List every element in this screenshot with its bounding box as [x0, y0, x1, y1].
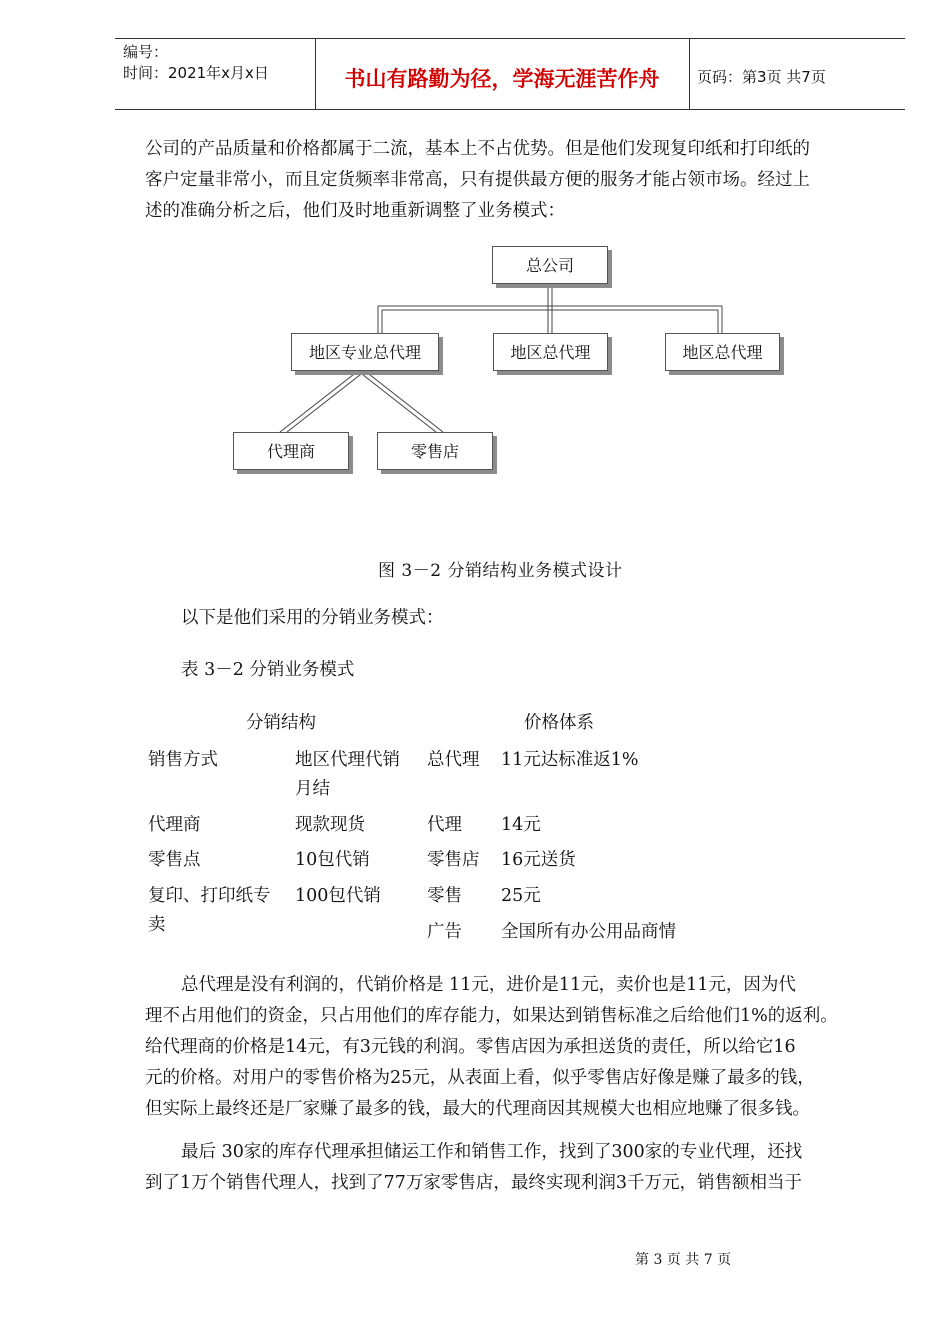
table-cell: 全国所有办公用品商情	[501, 922, 676, 942]
diagram-node-regional-general-1: 地区总代理	[493, 333, 608, 371]
table-cell: 25元	[501, 886, 541, 906]
table-cell: 零售	[427, 886, 462, 906]
intro-line-3: 述的准确分析之后，他们及时地重新调整了业务模式：	[145, 201, 565, 221]
table-cell: 10包代销	[295, 850, 370, 870]
table-cell: 代理	[427, 815, 462, 835]
lead-text: 以下是他们采用的分销业务模式：	[181, 608, 444, 628]
intro-line-2: 客户定量非常小，而且定货频率非常高，只有提供最方便的服务才能占领市场。经过上	[145, 170, 810, 190]
table-cell: 14元	[501, 815, 541, 835]
diagram-node-regional-specialist: 地区专业总代理	[291, 333, 439, 371]
para2-line-2: 理不占用他们的资金，只占用他们的库存能力，如果达到销售标准之后给他们1%的返利。	[145, 1006, 838, 1026]
table-cell: 零售店	[427, 850, 480, 870]
table-cell: 卖	[148, 915, 166, 935]
table-cell: 地区代理代销	[295, 750, 400, 770]
table-cell: 11元达标准返1%	[501, 750, 639, 770]
table-cell: 月结	[295, 779, 330, 799]
para3-line-2: 到了1万个销售代理人，找到了77万家零售店，最终实现利润3千万元，销售额相当于	[145, 1173, 803, 1193]
table-cell: 总代理	[427, 750, 480, 770]
header-page-number: 页码：第3页 共7页	[697, 68, 826, 86]
table-caption: 表 3－2 分销业务模式	[181, 660, 355, 680]
header-motto: 书山有路勤为径，学海无涯苦作舟	[344, 67, 660, 91]
body-paragraph-2	[145, 970, 890, 1125]
body-paragraph-3	[145, 1137, 890, 1199]
para3-line-1: 最后 30家的库存代理承担储运工作和销售工作，找到了300家的专业代理，还找	[181, 1142, 803, 1162]
table-header-structure: 分销结构	[246, 713, 316, 733]
diagram-node-regional-general-2: 地区总代理	[665, 333, 780, 371]
para2-line-5: 但实际上最终还是厂家赚了最多的钱，最大的代理商因其规模大也相应地赚了很多钱。	[145, 1099, 810, 1119]
table-cell: 代理商	[148, 815, 201, 835]
page-footer: 第 3 页 共 7 页	[635, 1252, 732, 1268]
diagram-node-retail: 零售店	[377, 432, 493, 470]
table-cell: 16元送货	[501, 850, 576, 870]
table-cell: 100包代销	[295, 886, 381, 906]
table-cell: 广告	[427, 922, 462, 942]
table-cell: 零售点	[148, 850, 201, 870]
table-cell: 复印、打印纸专	[148, 886, 271, 906]
table-header-pricing: 价格体系	[524, 713, 594, 733]
diagram-node-root: 总公司	[492, 246, 608, 284]
intro-line-1: 公司的产品质量和价格都属于二流，基本上不占优势。但是他们发现复印纸和打印纸的	[145, 139, 810, 159]
header-number: 编号：	[123, 43, 169, 61]
para2-line-1: 总代理是没有利润的，代销价格是 11元，进价是11元，卖价也是11元，因为代	[181, 975, 796, 995]
figure-caption: 图 3－2 分销结构业务模式设计	[378, 561, 623, 581]
table-cell: 销售方式	[148, 750, 218, 770]
para2-line-4: 元的价格。对用户的零售价格为25元，从表面上看，似乎零售店好像是赚了最多的钱，	[145, 1068, 815, 1088]
header-time: 时间：2021年x月x日	[123, 64, 269, 82]
para2-line-3: 给代理商的价格是14元，有3元钱的利润。零售店因为承担送货的责任，所以给它16	[145, 1037, 796, 1057]
diagram-node-agent: 代理商	[233, 432, 349, 470]
table-cell: 现款现货	[295, 815, 365, 835]
